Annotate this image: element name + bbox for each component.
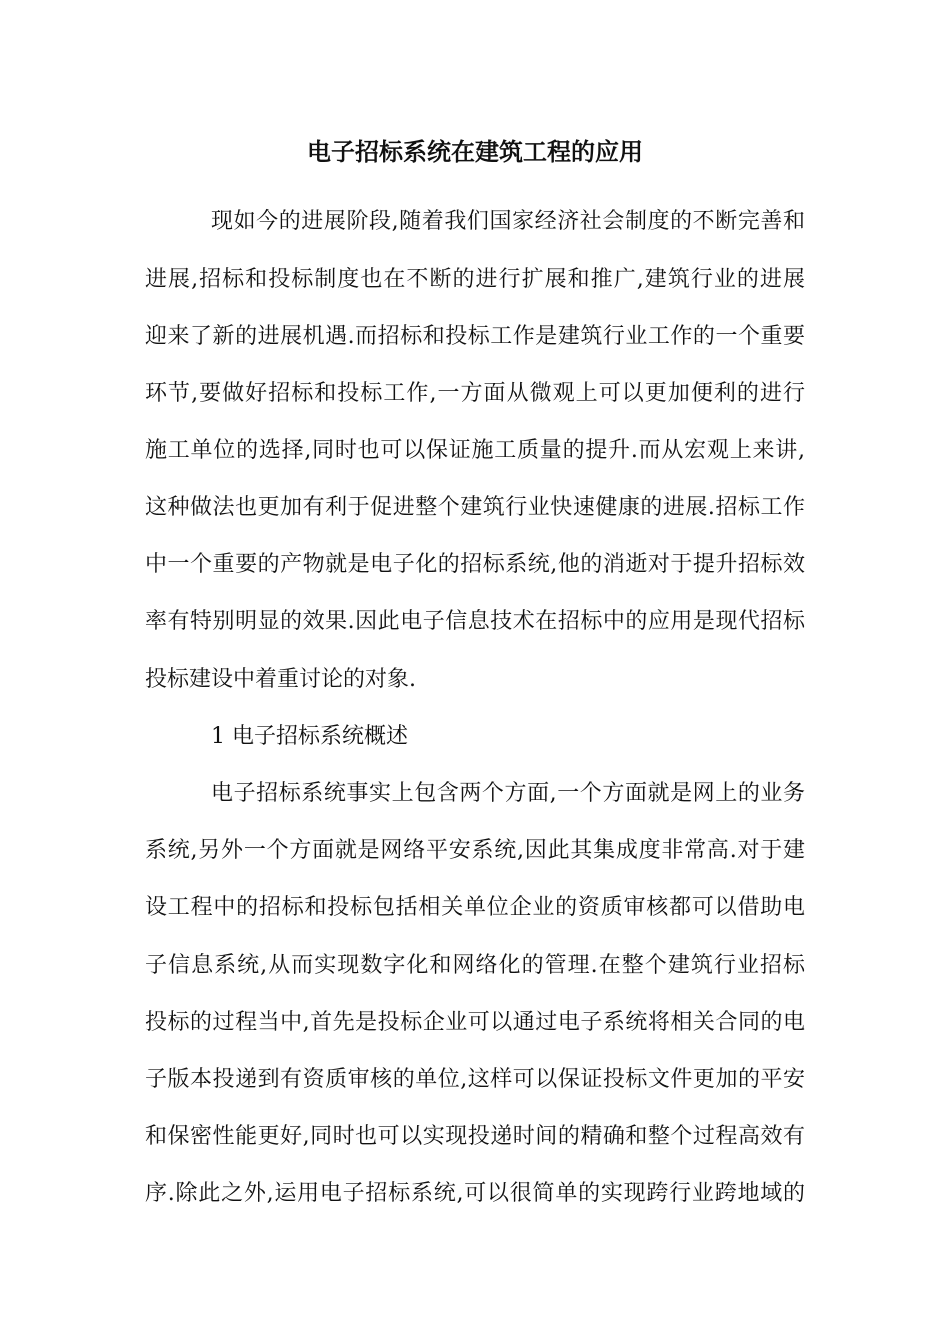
paragraph-1-line-2: 进展,招标和投标制度也在不断的进行扩展和推广,建筑行业的进展 [145, 267, 805, 292]
paragraph-2-line-8: 序.除此之外,运用电子招标系统,可以很简单的实现跨行业跨地域的 [145, 1181, 805, 1206]
paragraph-1-line-4: 环节,要做好招标和投标工作,一方面从微观上可以更加便利的进行 [145, 381, 805, 406]
paragraph-2-line-6: 子版本投递到有资质审核的单位,这样可以保证投标文件更加的平安 [145, 1067, 805, 1092]
paragraph-1-line-3: 迎来了新的进展机遇.而招标和投标工作是建筑行业工作的一个重要 [145, 324, 805, 349]
paragraph-2-line-2: 系统,另外一个方面就是网络平安系统,因此其集成度非常高.对于建 [145, 838, 805, 863]
paragraph-1-line-9: 投标建设中着重讨论的对象. [145, 667, 416, 692]
paragraph-2-line-3: 设工程中的招标和投标包括相关单位企业的资质审核都可以借助电 [145, 895, 805, 920]
paragraph-1-line-1: 现如今的进展阶段,随着我们国家经济社会制度的不断完善和 [211, 209, 805, 234]
document-title: 电子招标系统在建筑工程的应用 [307, 137, 643, 166]
paragraph-1-line-7: 中一个重要的产物就是电子化的招标系统,他的消逝对于提升招标效 [145, 552, 805, 577]
section-heading: 1 电子招标系统概述 [211, 724, 408, 749]
paragraph-1-line-8: 率有特别明显的效果.因此电子信息技术在招标中的应用是现代招标 [145, 609, 805, 634]
paragraph-2-line-4: 子信息系统,从而实现数字化和网络化的管理.在整个建筑行业招标 [145, 953, 805, 978]
paragraph-2-line-1: 电子招标系统事实上包含两个方面,一个方面就是网上的业务 [211, 781, 805, 806]
paragraph-1-line-5: 施工单位的选择,同时也可以保证施工质量的提升.而从宏观上来讲, [145, 438, 805, 463]
paragraph-2-line-7: 和保密性能更好,同时也可以实现投递时间的精确和整个过程高效有 [145, 1124, 805, 1149]
paragraph-2-line-5: 投标的过程当中,首先是投标企业可以通过电子系统将相关合同的电 [145, 1010, 805, 1035]
paragraph-1-line-6: 这种做法也更加有利于促进整个建筑行业快速健康的进展.招标工作 [145, 495, 805, 520]
